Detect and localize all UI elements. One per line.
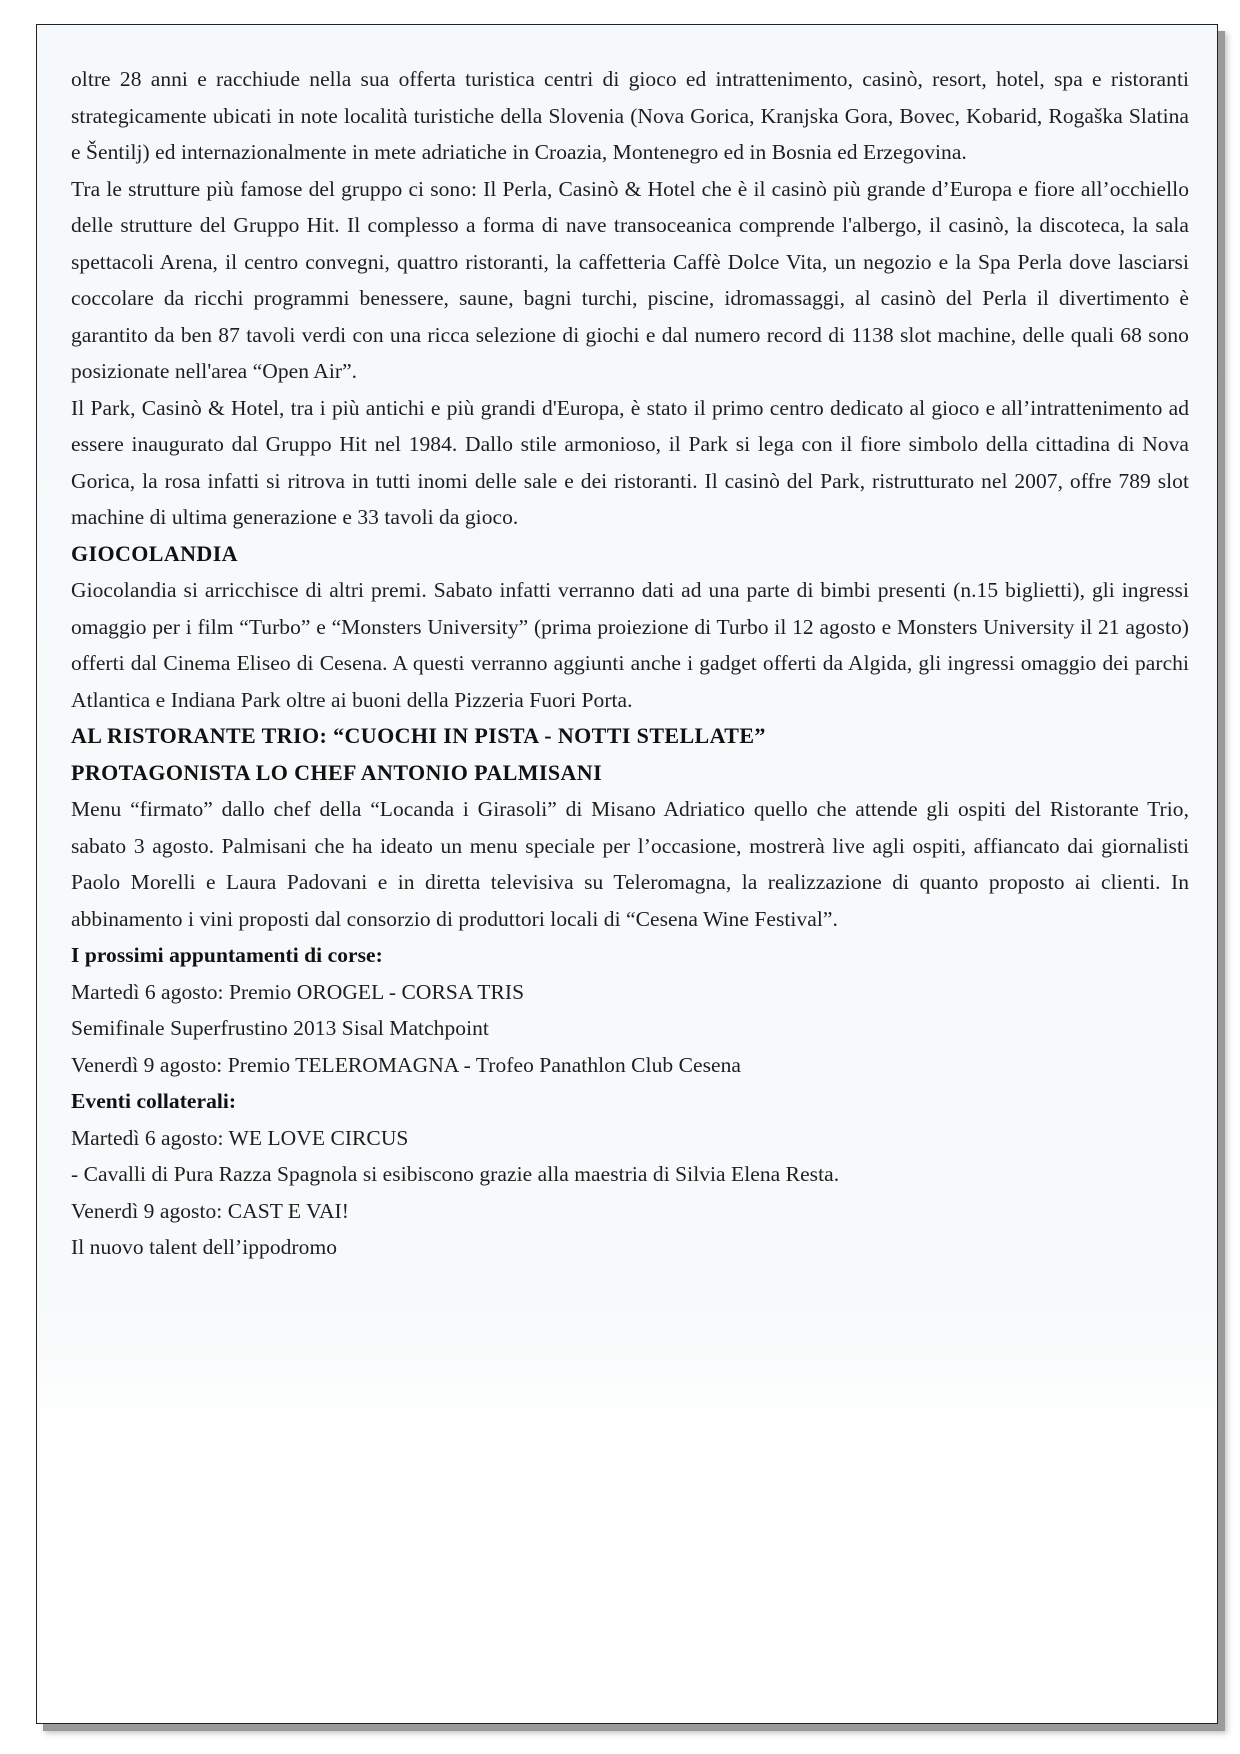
document-page bbox=[36, 24, 1218, 1724]
giocolandia-heading: GIOCOLANDIA bbox=[71, 540, 238, 566]
eventi-line: Il nuovo talent dell’ippodromo bbox=[71, 1235, 338, 1259]
giocolandia-body: Giocolandia si arricchisce di altri premi. Sabato infatti verranno dati ad una parte di bimbi presenti (n.15 biglietti), gli ingressi omaggio per i film “Turbo” e “Monsters University” (prima proiezione di Turbo il 12 agosto e Monsters University il 21 agosto) offerti dal Cinema Eliseo di Cesena. A questi verranno aggiunti anche i gadget offerti da Algida, gli ingressi omaggio dei parchi Atlantica e Indiana Park oltre ai buoni della Pizzeria Fuori Porta. bbox=[71, 578, 1189, 712]
corse-heading: I prossimi appuntamenti di corse: bbox=[71, 943, 383, 967]
corse-line: Semifinale Superfrustino 2013 Sisal Matchpoint bbox=[71, 1016, 489, 1040]
ristorante-body: Menu “firmato” dallo chef della “Locanda i Girasoli” di Misano Adriatico quello che attende gli ospiti del Ristorante Trio, sabato 3 agosto. Palmisani che ha ideato un menu speciale per l’occasione, mostrerà live agli ospiti, affiancato dai giornalisti Paolo Morelli e Laura Padovani e in diretta televisiva su Teleromagna, la realizzazione di quanto proposto ai clienti. In abbinamento i vini proposti dal consorzio di produttori locali di “Cesena Wine Festival”. bbox=[71, 797, 1189, 931]
paragraph-intro: oltre 28 anni e racchiude nella sua offerta turistica centri di gioco ed intrattenimento, casinò, resort, hotel, spa e ristoranti strategicamente ubicati in note località turistiche della Slovenia (Nova Gorica, Kranjska Gora, Bovec, Kobarid, Rogaška Slatina e Šentilj) ed internazionalmente in mete adriatiche in Croazia, Montenegro ed in Bosnia ed Erzegovina. bbox=[71, 67, 1189, 164]
eventi-heading: Eventi collaterali: bbox=[71, 1089, 237, 1113]
corse-line: Martedì 6 agosto: Premio OROGEL - CORSA TRIS bbox=[71, 979, 525, 1004]
document-body bbox=[71, 61, 1189, 1266]
eventi-line: Martedì 6 agosto: WE LOVE CIRCUS bbox=[71, 1125, 409, 1150]
paragraph-perla: Tra le strutture più famose del gruppo ci sono: Il Perla, Casinò & Hotel che è il casinò più grande d’Europa e fiore all’occhiello delle strutture del Gruppo Hit. Il complesso a forma di nave transoceanica comprende l'albergo, il casinò, la discoteca, la sala spettacoli Arena, il centro convegni, quattro ristoranti, la caffetteria Caffè Dolce Vita, un negozio e la Spa Perla dove lasciarsi coccolare da ricchi programmi benessere, saune, bagni turchi, piscine, idromassaggi, al casinò del Perla il divertimento è garantito da ben 87 tavoli verdi con una ricca selezione di giochi e dal numero record di 1138 slot machine, delle quali 68 sono posizionate nell'area “Open Air”. bbox=[71, 176, 1189, 383]
paragraph-park: Il Park, Casinò & Hotel, tra i più antichi e più grandi d'Europa, è stato il primo centro dedicato al gioco e all’intrattenimento ad essere inaugurato dal Gruppo Hit nel 1984. Dallo stile armonioso, il Park si lega con il fiore simbolo della cittadina di Nova Gorica, la rosa infatti si ritrova in tutti inomi delle sale e dei ristoranti. Il casinò del Park, ristrutturato nel 2007, offre 789 slot machine di ultima generazione e 33 tavoli da gioco. bbox=[71, 395, 1189, 529]
eventi-line: Venerdì 9 agosto: CAST E VAI! bbox=[71, 1198, 349, 1223]
corse-line: Venerdì 9 agosto: Premio TELEROMAGNA - Trofeo Panathlon Club Cesena bbox=[71, 1052, 741, 1077]
ristorante-heading-line2: PROTAGONISTA LO CHEF ANTONIO PALMISANI bbox=[71, 759, 603, 785]
eventi-line: - Cavalli di Pura Razza Spagnola si esibiscono grazie alla maestria di Silvia Elena Resta. bbox=[71, 1162, 840, 1186]
ristorante-heading-line1: AL RISTORANTE TRIO: “CUOCHI IN PISTA - NOTTI STELLATE” bbox=[71, 723, 766, 748]
